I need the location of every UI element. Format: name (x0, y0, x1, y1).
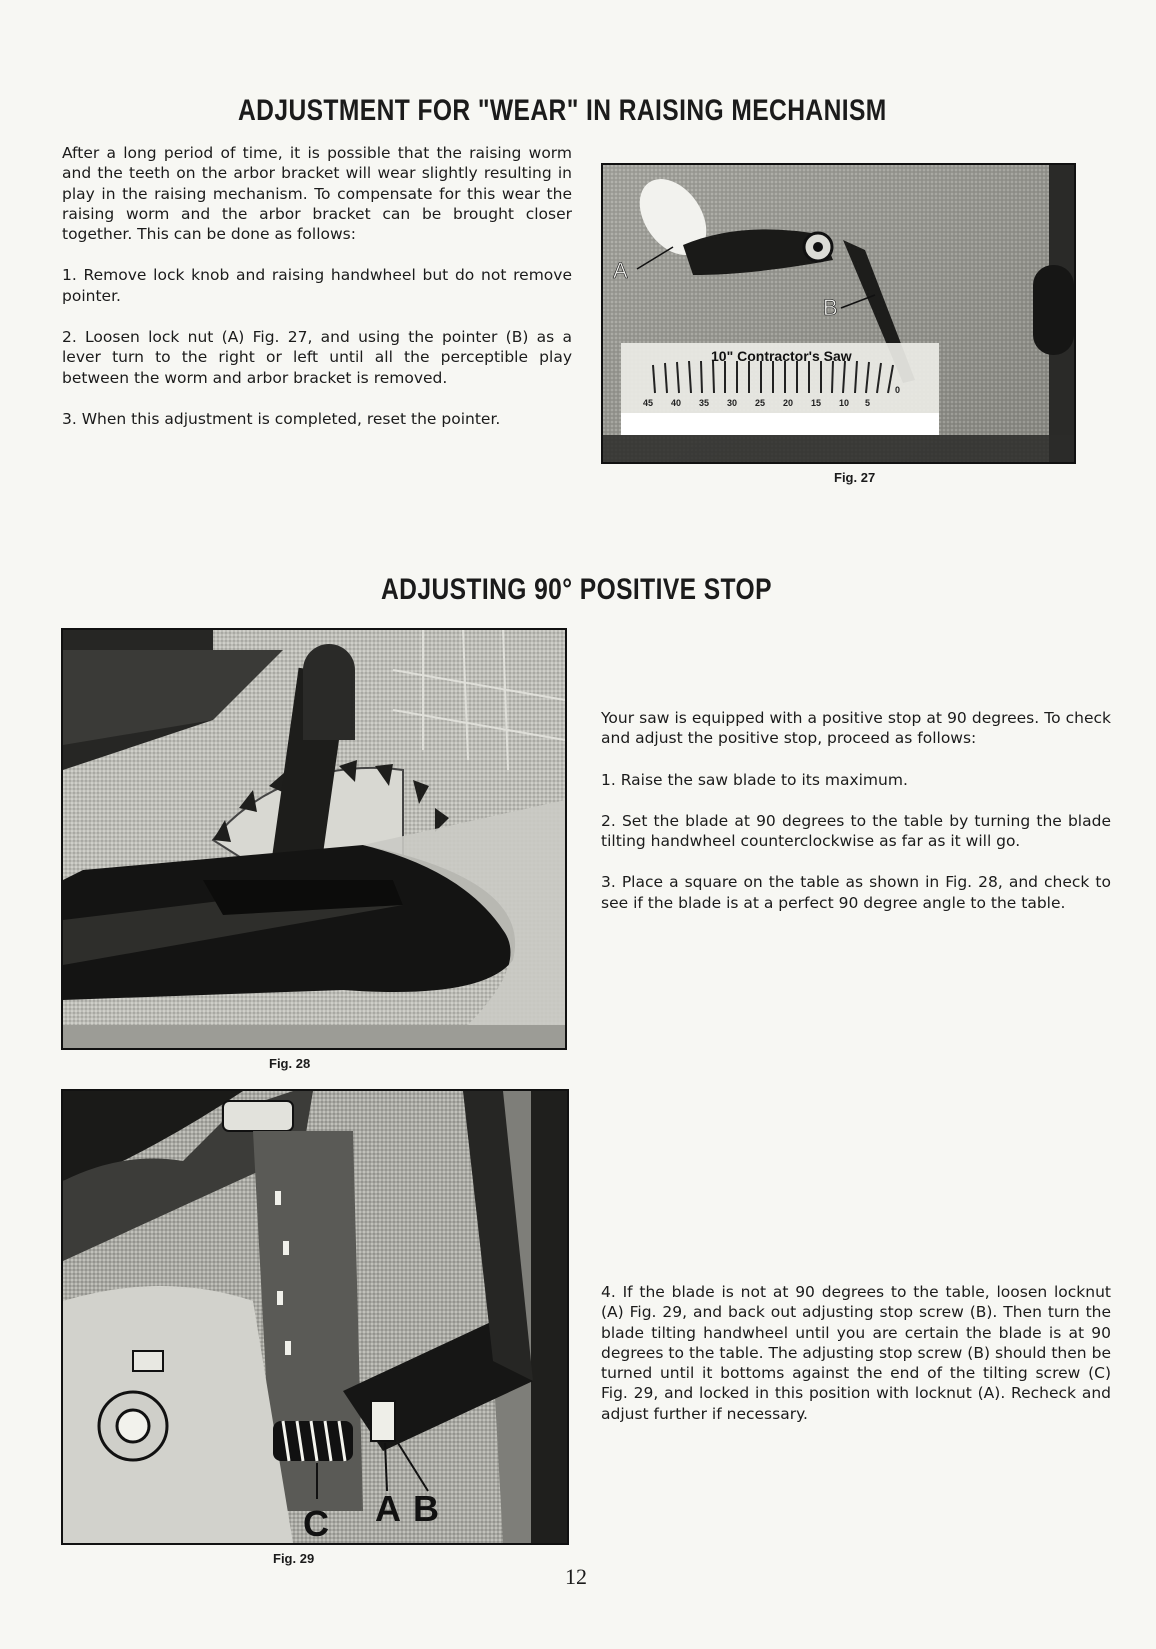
fig29-label-c: C (303, 1503, 329, 1543)
wear-step-3: 3. When this adjustment is completed, reset the pointer. (62, 409, 501, 428)
positive-stop-intro: Your saw is equipped with a positive stop at 90 degrees. To check and adjust the positive stop, proceed as follows: (601, 709, 1111, 748)
figure-29-illustration (63, 1091, 567, 1543)
figure-29-photo (61, 1089, 569, 1545)
page-number: 12 (565, 1564, 587, 1589)
fig27-scale-number: 5 (865, 398, 871, 408)
wear-step-2: 2. Loosen lock nut (A) Fig. 27, and using the pointer (B) as a lever turn to the right or left until all the perceptible play between the worm and arbor bracket is removed. (62, 328, 572, 387)
figure-28-illustration (63, 630, 565, 1048)
figure-29-caption: Fig. 29 (273, 1551, 315, 1566)
positive-stop-step-3: 3. Place a square on the table as shown in Fig. 28, and check to see if the blade is at a perfect 90 degree angle to the table. (601, 873, 1111, 912)
figure-28-caption: Fig. 28 (269, 1056, 311, 1071)
fig27-label-a: A (613, 258, 628, 283)
fig27-scale-number: 15 (811, 398, 822, 408)
section-heading-wear-adjustment: ADJUSTMENT FOR "WEAR" IN RAISING MECHANISM (238, 94, 887, 127)
fig27-scale-title: 10" Contractor's Saw (711, 348, 852, 364)
fig27-scale-number: 0 (895, 385, 901, 395)
fig27-scale-number: 45 (643, 398, 654, 408)
fig29-label-a: A (375, 1488, 401, 1529)
figure-28-photo (61, 628, 567, 1050)
wear-intro-paragraph: After a long period of time, it is possible that the raising worm and the teeth on the arbor bracket will wear slightly resulting in play in the raising mechanism. To compensate for this wear the raising worm and the arbor bracket can be brought closer together. This can be done as follows: (62, 144, 572, 244)
positive-stop-step-1: 1. Raise the saw blade to its maximum. (601, 770, 908, 789)
section-heading-positive-stop: ADJUSTING 90° POSITIVE STOP (381, 573, 772, 606)
figure-27-illustration (603, 165, 1074, 462)
positive-stop-step-4: 4. If the blade is not at 90 degrees to the table, loosen locknut (A) Fig. 29, and back out adjusting stop screw (B). Then turn the blade tilting handwheel until you are certain the blade is at 90 degrees to the table. The adjusting stop screw (B) should then be turned until it bottoms against the end of the tilting screw (C) Fig. 29, and locked in this position with locknut (A). Recheck and adjust further if necessary. (601, 1283, 1111, 1423)
fig27-scale-number: 30 (727, 398, 738, 408)
positive-stop-text-column (601, 708, 1111, 934)
positive-stop-step-2: 2. Set the blade at 90 degrees to the table by turning the blade tilting handwheel counterclockwise as far as it will go. (601, 811, 1111, 851)
figure-27-caption: Fig. 27 (834, 470, 876, 485)
fig27-scale-number: 25 (755, 398, 766, 408)
positive-stop-step-4-column (601, 1282, 1111, 1445)
fig27-scale-number: 35 (699, 398, 710, 408)
fig27-scale-number: 20 (783, 398, 794, 408)
figure-27-photo (601, 163, 1076, 464)
fig27-scale-number: 40 (671, 398, 682, 408)
wear-step-1: 1. Remove lock knob and raising handwheel but do not remove pointer. (62, 266, 572, 305)
fig29-label-b: B (413, 1488, 439, 1529)
fig27-scale-number: 10 (839, 398, 850, 408)
fig27-label-b: B (823, 295, 838, 320)
wear-adjustment-text-column (62, 143, 572, 450)
